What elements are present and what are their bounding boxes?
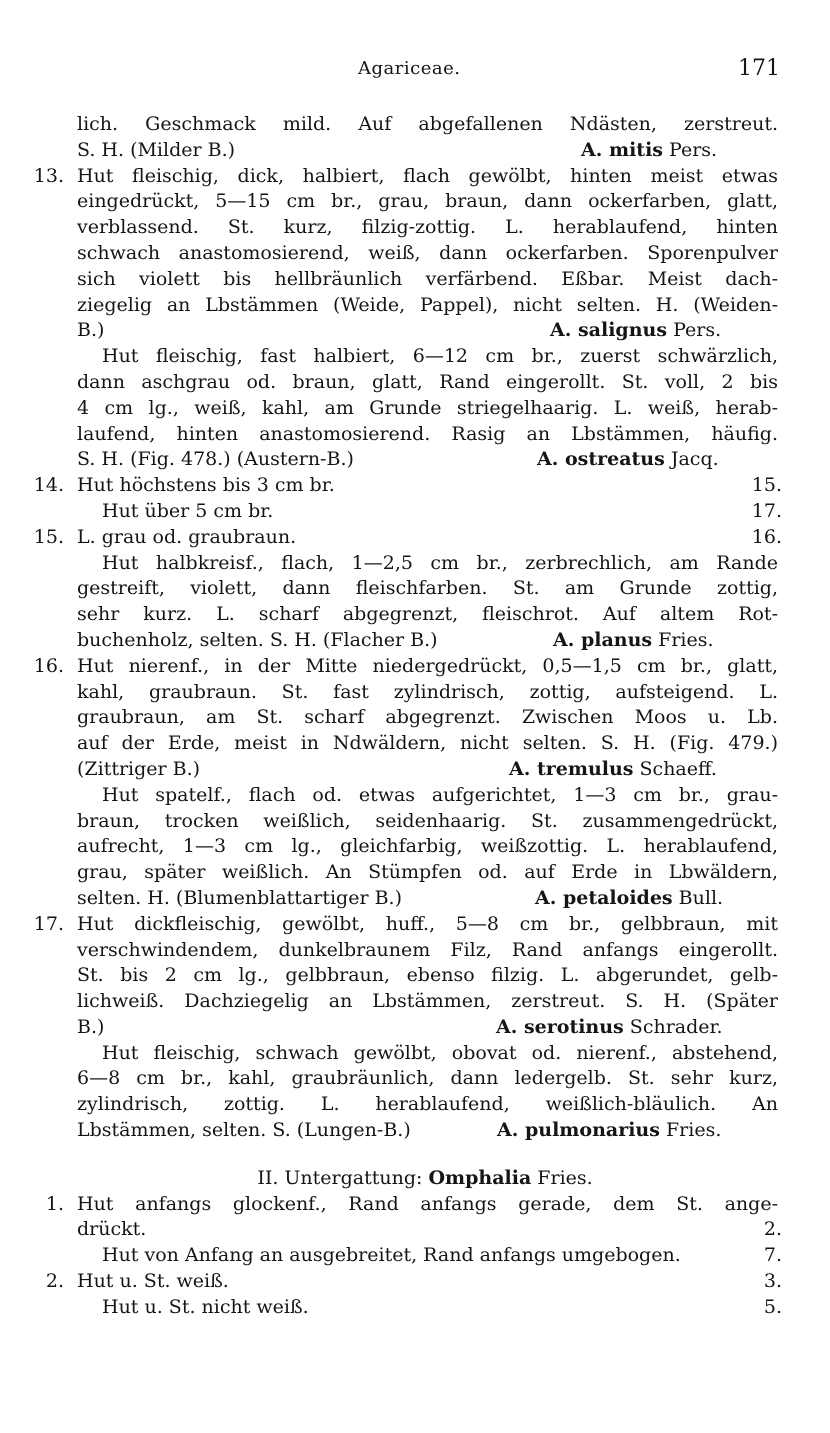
line-text: S. H. (Fig. 478.) (Austern-B.): [77, 448, 354, 471]
line-text: Hut anfangs glockenf., Rand anfangs gerade, dem St. ange-: [77, 1192, 778, 1215]
species-name: [553, 628, 714, 654]
text-line: [0, 912, 830, 938]
species-name: [550, 318, 721, 344]
text-line: [0, 1243, 830, 1269]
line-text: grau, später weißlich. An Stümpfen od. auf Erde in Lbwäldern,: [77, 861, 778, 884]
line-text: dann aschgrau od. braun, glatt, Rand eingerollt. St. voll, 2 bis: [77, 370, 778, 393]
line-text: Hut halbkreisf., flach, 1—2,5 cm br., zerbrechlich, am Rande: [102, 551, 778, 574]
species-author: Fries.: [659, 1119, 722, 1142]
species-binomial: A. pulmonarius: [497, 1119, 660, 1142]
text-line: [0, 396, 830, 422]
text-line: [0, 1092, 830, 1118]
line-text: L. grau od. graubraun.: [77, 525, 297, 548]
line-text: kahl, graubraun. St. fast zylindrisch, zottig, aufsteigend. L.: [77, 680, 778, 703]
couplet-number: 2.: [45, 1270, 64, 1293]
species-author: Schrader.: [623, 1015, 723, 1038]
line-text: lich. Geschmack mild. Auf abgefallenen Ndästen, zerstreut.: [77, 113, 778, 135]
line-text: eingedrückt, 5—15 cm br., grau, braun, dann ockerfarben, glatt,: [77, 190, 778, 213]
text-line: [0, 628, 830, 654]
species-name: [497, 1118, 721, 1144]
text-line: [0, 886, 830, 912]
text-line: [0, 1015, 830, 1041]
line-text: Hut spatelf., flach od. etwas aufgerichtet, 1—3 cm br., grau-: [102, 783, 778, 806]
species-binomial: A. tremulus: [509, 757, 634, 780]
species-author: Pers.: [662, 138, 718, 161]
text-line: [0, 138, 830, 164]
line-text: aufrecht, 1—3 cm lg., gleichfarbig, weißzottig. L. herablaufend,: [77, 835, 778, 858]
species-binomial: A. planus: [553, 628, 653, 651]
couplet-reference: 7.: [763, 1244, 782, 1267]
text-line: [0, 1217, 830, 1243]
line-text: S. H. (Milder B.): [77, 138, 236, 161]
line-text: St. bis 2 cm lg., gelbbraun, ebenso filzig. L. abgerundet, gelb-: [77, 964, 778, 987]
text-line: [0, 473, 830, 499]
text-line: [0, 112, 830, 138]
line-text: gestreift, violett, dann fleischfarben. St. am Grunde zottig,: [77, 577, 778, 600]
text-line: [0, 731, 830, 757]
line-text: sich violett bis hellbräunlich verfärbend. Eßbar. Meist dach-: [77, 267, 778, 290]
text-line: [0, 241, 830, 267]
text-line: [0, 602, 830, 628]
text-line: [0, 164, 830, 190]
subgenus-heading: [0, 1166, 830, 1192]
page-header: [0, 56, 830, 90]
couplet-reference: 3.: [763, 1270, 782, 1293]
text-line: [0, 757, 830, 783]
couplet-number: 14.: [33, 474, 64, 497]
species-author: Fries.: [652, 628, 714, 651]
text-line: [0, 963, 830, 989]
line-text: laufend, hinten anastomosierend. Rasig an Lbstämmen, häufig.: [77, 422, 778, 445]
text-line: [0, 447, 830, 473]
text-line: [0, 809, 830, 835]
text-line: [0, 783, 830, 809]
line-text: Hut dickfleischig, gewölbt, huff., 5—8 cm br., gelbbraun, mit: [77, 912, 778, 935]
species-name: [509, 757, 717, 783]
text-line: [0, 860, 830, 886]
line-text: 6—8 cm br., kahl, graubräunlich, dann ledergelb. St. sehr kurz,: [77, 1067, 778, 1090]
species-name: [496, 1015, 723, 1041]
text-line: [0, 318, 830, 344]
line-text: ziegelig an Lbstämmen (Weide, Pappel), nicht selten. H. (Weiden-: [77, 293, 778, 316]
text-line: [0, 370, 830, 396]
line-text: Hut u. St. weiß.: [77, 1270, 229, 1293]
line-text: Hut fleischig, fast halbiert, 6—12 cm br., zuerst schwärzlich,: [102, 345, 778, 368]
line-text: B.): [77, 319, 105, 342]
line-text: sehr kurz. L. scharf abgegrenzt, fleischrot. Auf altem Rot-: [77, 603, 778, 626]
species-author: Bull.: [672, 886, 724, 909]
text-line: [0, 293, 830, 319]
text-line: [0, 525, 830, 551]
page-number: 171: [738, 56, 780, 81]
line-text: auf der Erde, meist in Ndwäldern, nicht selten. S. H. (Fig. 479.): [77, 732, 778, 755]
couplet-number: 1.: [45, 1192, 64, 1215]
line-text: Hut höchstens bis 3 cm br.: [77, 474, 335, 497]
body-text: [0, 112, 830, 1321]
line-text: verschwindendem, dunkelbraunem Filz, Rand anfangs eingerollt.: [77, 938, 778, 961]
line-text: schwach anastomosierend, weiß, dann ockerfarben. Sporenpulver: [77, 241, 778, 264]
text-line: [0, 1269, 830, 1295]
text-line: [0, 1295, 830, 1321]
text-line: [0, 215, 830, 241]
text-line: [0, 576, 830, 602]
text-line: [0, 705, 830, 731]
text-line: [0, 680, 830, 706]
couplet-reference: 5.: [763, 1295, 782, 1318]
line-text: Hut u. St. nicht weiß.: [102, 1295, 309, 1318]
text-line: [0, 654, 830, 680]
couplet-number: 17.: [33, 912, 64, 935]
text-line: [0, 189, 830, 215]
text-line: [0, 422, 830, 448]
line-text: Hut fleischig, schwach gewölbt, obovat od. nierenf., abstehend,: [102, 1041, 778, 1064]
text-line: [0, 551, 830, 577]
text-line: [0, 267, 830, 293]
genus-author: Fries.: [531, 1166, 593, 1189]
line-text: Hut über 5 cm br.: [102, 499, 274, 522]
couplet-number: 13.: [33, 164, 64, 187]
species-name: [537, 447, 719, 473]
line-text: Hut fleischig, dick, halbiert, flach gewölbt, hinten meist etwas: [77, 164, 778, 187]
line-text: zylindrisch, zottig. L. herablaufend, weißlich-bläulich. An: [77, 1093, 778, 1116]
species-author: Jacq.: [664, 448, 719, 471]
couplet-reference: 2.: [763, 1218, 782, 1241]
species-binomial: A. salignus: [550, 319, 668, 342]
line-text: Hut nierenf., in der Mitte niedergedrückt, 0,5—1,5 cm br., glatt,: [77, 654, 778, 677]
line-text: selten. H. (Blumenblattartiger B.): [77, 886, 403, 909]
text-line: [0, 834, 830, 860]
line-text: buchenholz, selten. S. H. (Flacher B.): [77, 628, 438, 651]
text-line: [0, 1192, 830, 1218]
species-binomial: A. serotinus: [496, 1015, 624, 1038]
text-line: [0, 989, 830, 1015]
running-title: Agariceae.: [358, 58, 461, 79]
text-line: [0, 344, 830, 370]
species-binomial: A. mitis: [581, 138, 663, 161]
text-line: [0, 1066, 830, 1092]
species-name: [581, 138, 717, 164]
text-line: [0, 499, 830, 525]
couplet-reference: 17.: [751, 499, 782, 522]
text-line: [0, 1118, 830, 1144]
heading-prefix: II. Untergattung:: [257, 1166, 429, 1189]
line-text: Hut von Anfang an ausgebreitet, Rand anfangs umgebogen.: [102, 1244, 681, 1267]
text-line: [0, 938, 830, 964]
couplet-number: 15.: [33, 525, 64, 548]
line-text: graubraun, am St. scharf abgegrenzt. Zwischen Moos u. Lb.: [77, 706, 778, 729]
line-text: (Zittriger B.): [77, 757, 201, 780]
species-author: Pers.: [667, 319, 722, 342]
species-name: [535, 886, 723, 912]
couplet-reference: 16.: [751, 525, 782, 548]
couplet-number: 16.: [33, 654, 64, 677]
line-text: braun, trocken weißlich, seidenhaarig. St. zusammengedrückt,: [77, 809, 778, 832]
text-line: [0, 1041, 830, 1067]
line-text: verblassend. St. kurz, filzig-zottig. L. herablaufend, hinten: [77, 216, 778, 239]
line-text: Lbstämmen, selten. S. (Lungen-B.): [77, 1119, 411, 1142]
species-author: Schaeff.: [633, 757, 717, 780]
genus-name: Omphalia: [428, 1166, 532, 1189]
line-text: B.): [77, 1015, 105, 1038]
section-gap: [0, 1144, 830, 1166]
line-text: drückt.: [77, 1218, 147, 1241]
line-text: 4 cm lg., weiß, kahl, am Grunde striegelhaarig. L. weiß, herab-: [77, 396, 778, 419]
couplet-reference: 15.: [751, 474, 782, 497]
species-binomial: A. ostreatus: [537, 448, 665, 471]
line-text: lichweiß. Dachziegelig an Lbstämmen, zerstreut. S. H. (Später: [77, 990, 778, 1013]
species-binomial: A. petaloides: [535, 886, 673, 909]
